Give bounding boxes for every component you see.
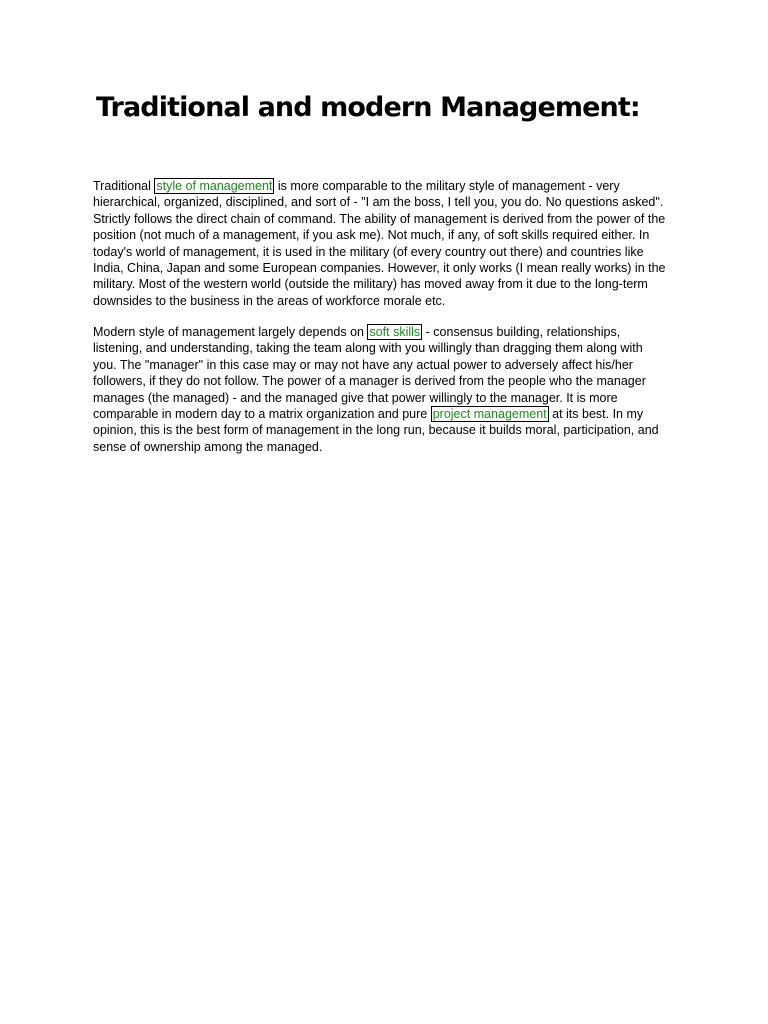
- paragraph-text: Modern style of management largely depends on: [93, 325, 368, 339]
- paragraph-traditional: [93, 178, 669, 309]
- soft-skills-link[interactable]: soft skills: [369, 325, 421, 339]
- style-of-management-link[interactable]: style of management: [156, 179, 273, 193]
- paragraph-text: is more comparable to the military style of management - very hierarchical, organized, disciplined, and sort of - "I am the boss, I tell you, you do. No questions asked". Strictly follows the direct chain of command. The ability of management is derived from the power of the position (not much of a management, if you ask me). Not much, if any, of soft skills required either. In today's world of management, it is used in the military (of every country out there) and countries like India, China, Japan and some European companies. However, it only works (I mean really works) in the military. Most of the western world (outside the military) has moved away from it due to the long-term downsides to the business in the areas of workforce morale etc.: [93, 179, 666, 308]
- paragraph-text: - consensus building, relationships, listening, and understanding, taking the team along with you willingly than dragging them along with you. The "manager" in this case may or may not have any actual power to adversely affect his/her followers, if they do not follow. The power of a manager is derived from the people who the manager manages (the managed) - and the managed give that power willingly to the manager. It is more comparable in modern day to a matrix organization and pure: [93, 325, 646, 422]
- page-title: Traditional and modern Management:: [96, 92, 640, 123]
- paragraph-text: at its best. In my opinion, this is the best form of management in the long run, because it builds moral, participation, and sense of ownership among the managed.: [93, 407, 659, 454]
- project-management-link[interactable]: project management: [432, 407, 547, 422]
- paragraph-modern: [93, 324, 669, 455]
- paragraph-text: Traditional: [93, 179, 155, 193]
